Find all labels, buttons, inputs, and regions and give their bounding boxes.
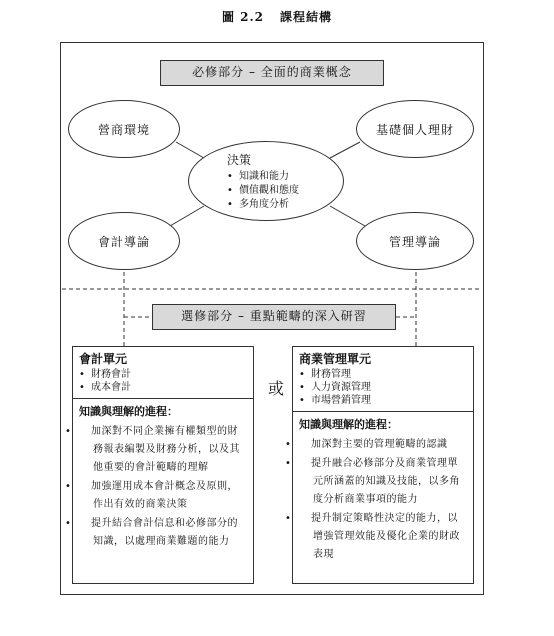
list-item: • 多角度分析 — [227, 198, 343, 212]
ellipse-business-environment — [68, 100, 180, 158]
unit-header — [293, 347, 473, 412]
compulsory-banner-label: 必修部分 – 全面的商業概念 — [192, 65, 352, 79]
list-item: • 市場營銷管理 — [299, 394, 467, 407]
list-item: • 財務會計 — [79, 368, 247, 381]
or-label: 或 — [268, 379, 285, 398]
figure-title: 課程結構 — [280, 10, 333, 24]
list-item: • 財務管理 — [299, 368, 467, 381]
progress-section — [293, 412, 473, 569]
figure-number: 圖 2.2 — [221, 10, 265, 24]
list-item: • 加強運用成本會計概念及原則，作出有效的商業決策 — [79, 478, 247, 514]
unit-header — [73, 347, 253, 399]
ellipse-label: 營商環境 — [97, 122, 150, 137]
connector-bottom-left — [170, 206, 204, 226]
ellipse-intro-management — [356, 212, 474, 270]
ellipse-intro-accounting — [68, 212, 180, 270]
connector-top-left — [176, 142, 204, 158]
unit-module-list — [299, 368, 467, 407]
progress-title: 知識與理解的進程： — [299, 418, 398, 431]
ellipse-decision-making — [188, 141, 344, 221]
unit-title: 商業管理單元 — [299, 352, 372, 366]
compulsory-banner — [160, 60, 384, 86]
ellipse-label: 會計導論 — [97, 234, 150, 249]
list-item: • 人力資源管理 — [299, 381, 467, 394]
progress-list — [79, 423, 247, 551]
list-item: • 成本會計 — [79, 381, 247, 394]
list-item: • 提升融合必修部分及商業管理單元所涵蓋的知識及技能，以多角度分析商業事項的能力 — [299, 455, 467, 509]
list-item: • 提升結合會計信息和必修部分的知識，以處理商業難題的能力 — [79, 515, 247, 551]
ellipse-label: 基礎個人理財 — [375, 122, 454, 137]
elective-banner-label: 選修部分 – 重點範疇的深入研習 — [181, 309, 367, 323]
elective-banner — [152, 304, 396, 330]
progress-list — [299, 436, 467, 564]
ellipse-personal-finance — [356, 100, 474, 158]
list-item: • 知識和能力 — [227, 170, 343, 184]
list-item: • 價值觀和態度 — [227, 184, 343, 198]
progress-title: 知識與理解的進程： — [79, 405, 178, 418]
decision-title: 決策 — [227, 153, 252, 167]
business-management-unit-box — [292, 346, 474, 584]
accounting-unit-box — [72, 346, 254, 584]
decision-list — [227, 170, 343, 212]
ellipse-label: 管理導論 — [388, 234, 441, 249]
progress-section — [73, 399, 253, 556]
unit-title: 會計單元 — [79, 352, 128, 366]
list-item: • 加深對主要的管理範疇的認識 — [299, 436, 467, 454]
unit-module-list — [79, 368, 247, 394]
list-item: • 加深對不同企業擁有權類型的財務報表編製及財務分析，以及其他重要的會計範疇的理解 — [79, 423, 247, 477]
list-item: • 提升制定策略性決定的能力，以增強管理效能及優化企業的財政表現 — [299, 510, 467, 564]
